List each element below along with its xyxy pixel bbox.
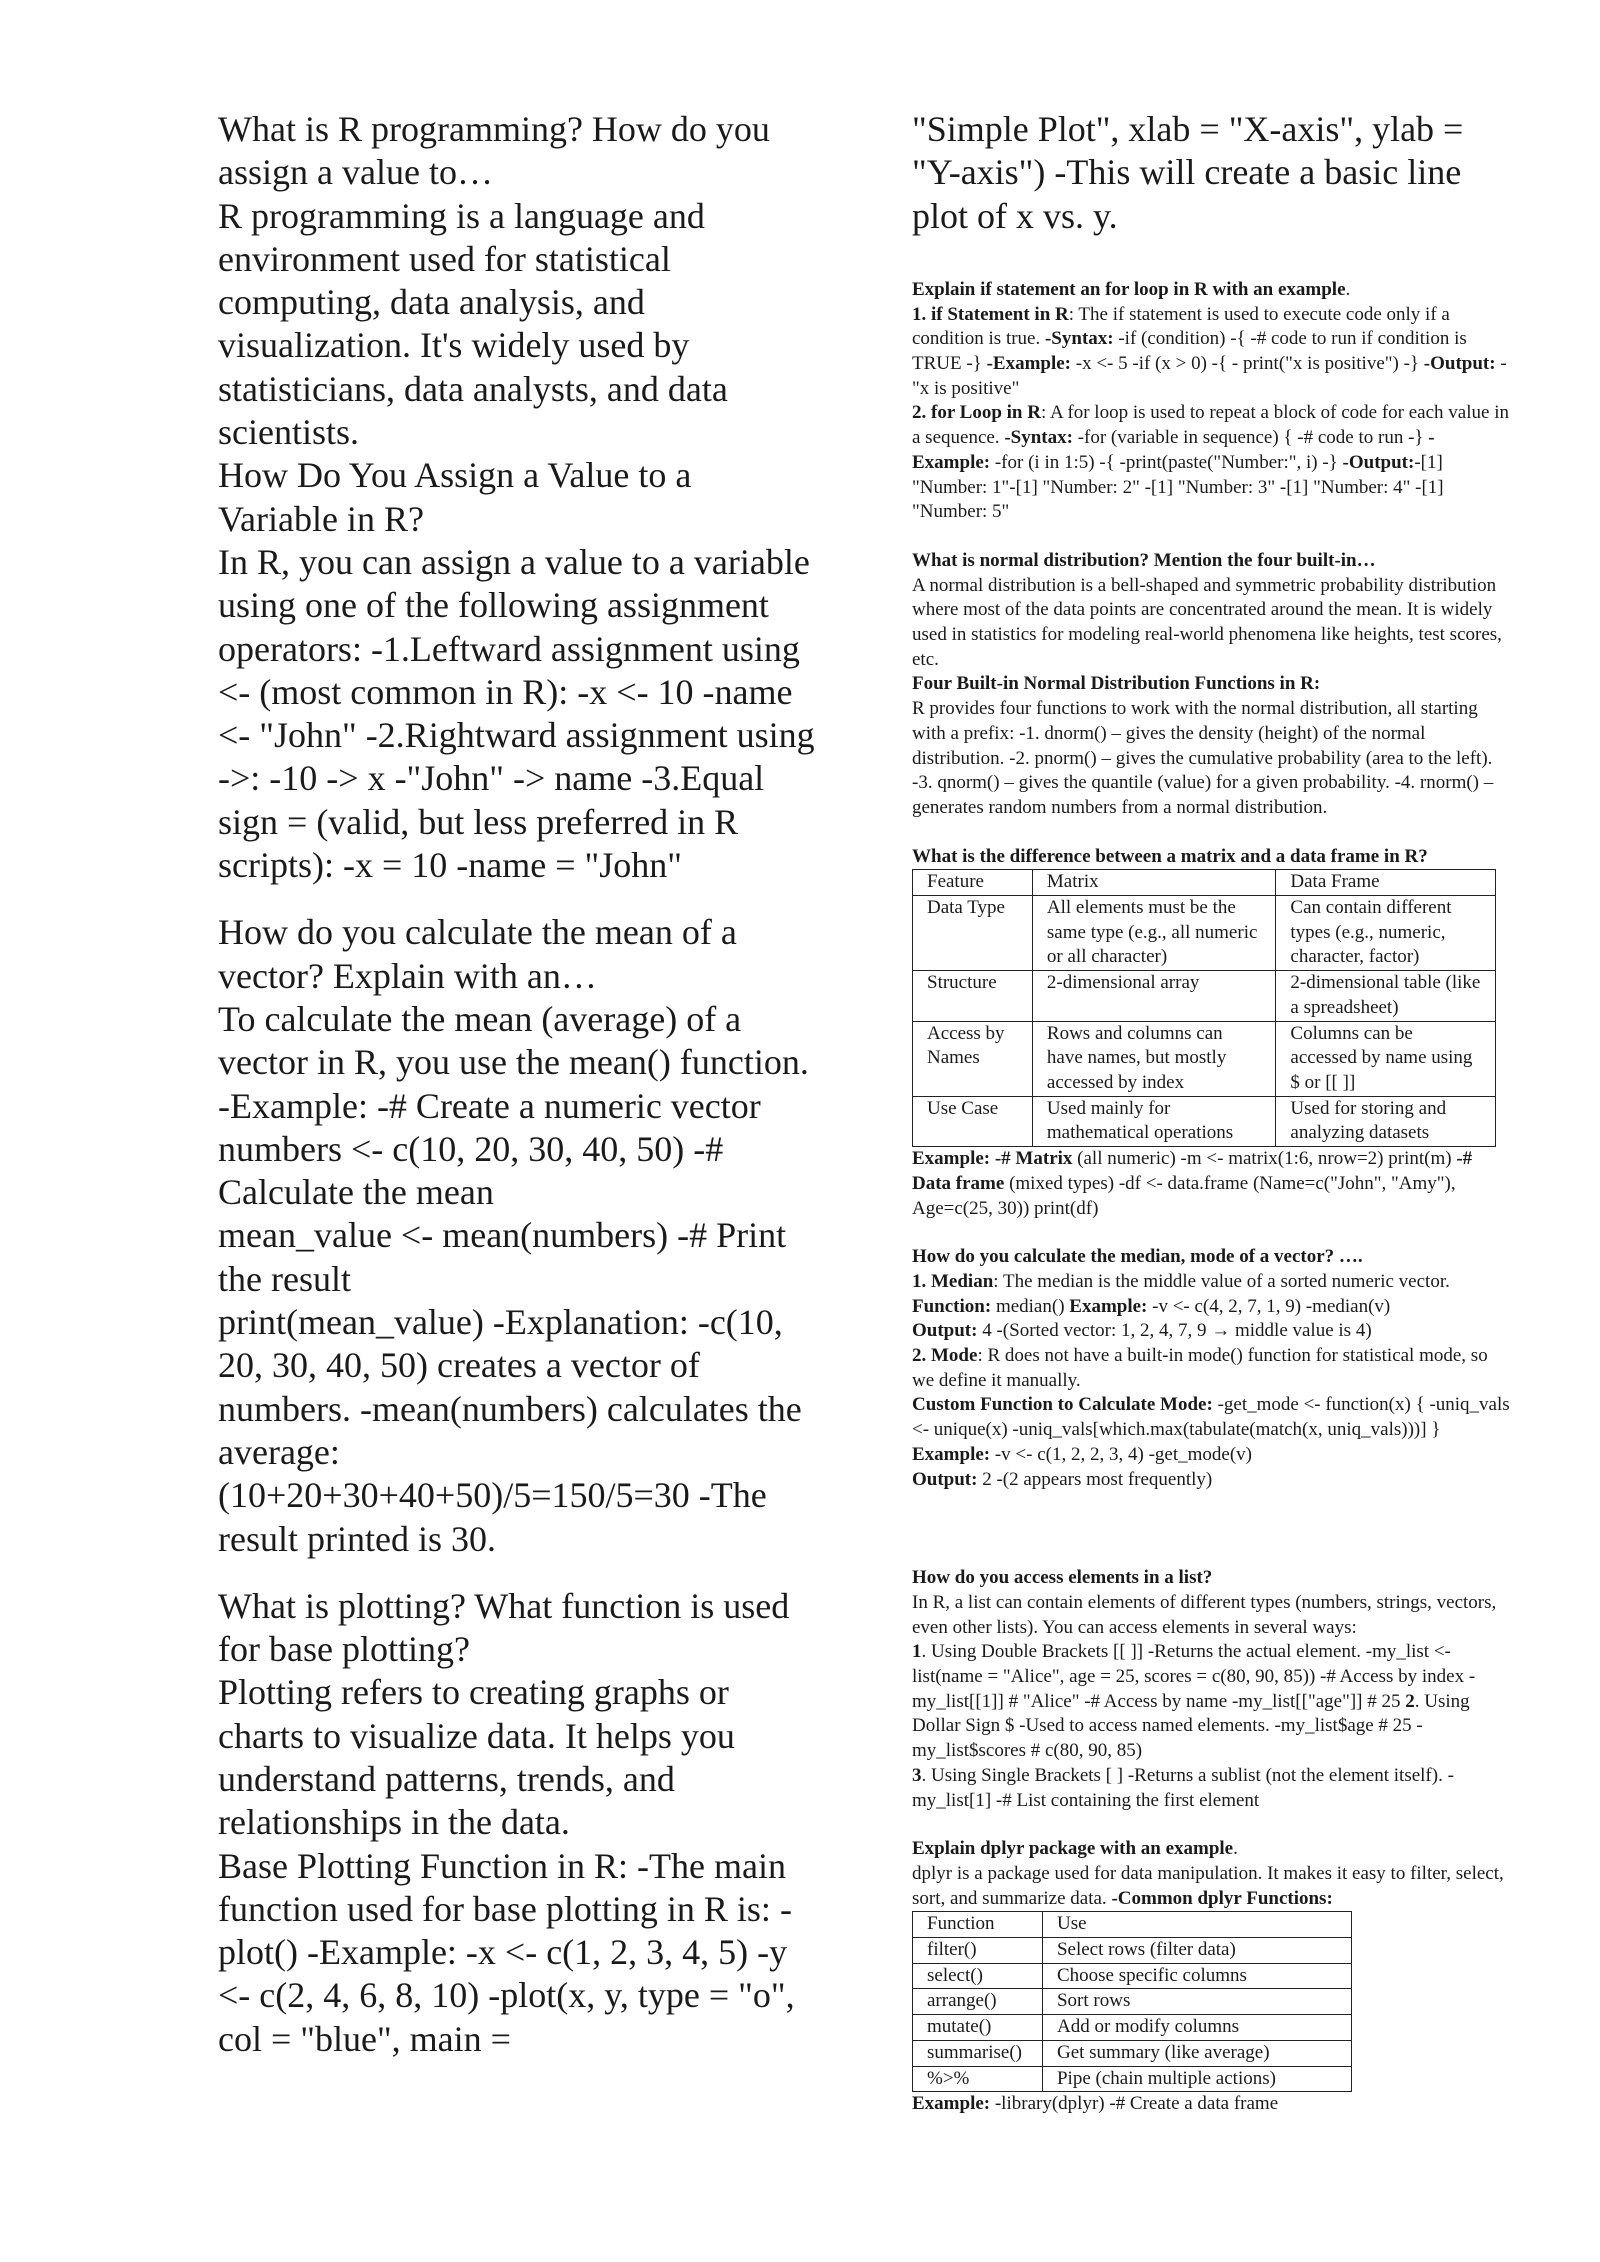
table-cell: Access by Names	[913, 1021, 1033, 1096]
custom-mode-function-text: Custom Function to Calculate Mode: -get_mode <- function(x) { -uniq_vals <- unique(x) -uniq_vals[which.max(tabulate(match(x, uniq_vals)))] } Example: -v <- c(1, 2, 2, 3, 4) -get_mode(v) Output: 2 -(2 appears most frequently)	[912, 1394, 1510, 1490]
table-cell: Used for storing and analyzing datasets	[1276, 1096, 1496, 1146]
table-cell: Pipe (chain multiple actions)	[1042, 2066, 1351, 2092]
dplyr-table-row	[913, 1989, 1352, 2015]
matrix-table-header-row	[913, 870, 1496, 896]
dplyr-table-header-row	[913, 1912, 1352, 1938]
table-cell: %>%	[913, 2066, 1043, 2092]
table-cell: 2-dimensional array	[1032, 971, 1276, 1021]
left-column	[218, 108, 818, 2061]
list-double-bracket-text: 1. Using Double Brackets [[ ]] -Returns the actual element. -my_list <- list(name = "Alice", age = 25, scores = c(80, 90, 85)) -# Access by index -my_list[[1]] # "Alice" -# Access by name -my_list[["age"]] # 25 2. Using Dollar Sign $ -Used to access named elements. -my_list$age # 25 -my_list$scores # c(80, 90, 85)	[912, 1641, 1476, 1762]
table-cell: 2-dimensional table (like a spreadsheet)	[1276, 971, 1496, 1021]
section-title-if-for: Explain if statement an for loop in R with an example	[912, 278, 1346, 300]
section-title-dplyr: Explain dplyr package with an example	[912, 1838, 1234, 1860]
plot-continuation-text: "Simple Plot", xlab = "X-axis", ylab = "Y-axis") -This will create a basic line plot of x vs. y.	[912, 109, 1464, 236]
section-title-r-programming: What is R programming? How do you assign a value to…	[218, 109, 770, 193]
table-cell: Data Type	[913, 896, 1033, 971]
dplyr-section: Explain dplyr package with an example. dplyr is a package used for data manipulation. It makes it easy to filter, select, sort, and summarize data. -Common dplyr Functions: Function Use filter() Select rows (filter data) select() Choose specific columns arrange() Sort rows mutate() Add or modify columns summarise() Get summary (like average) %>% Pipe (chain multiple actions) Example: -library(dplyr) -# Create a data frame	[912, 1837, 1512, 2117]
dplyr-example-text: Example: -library(dplyr) -# Create a data frame	[912, 2093, 1279, 2115]
base-plotting-text: Base Plotting Function in R: -The main function used for base plotting in R is: -plot() -Example: -x <- c(1, 2, 3, 4, 5) -y <- c(2, 4, 6, 8, 10) -plot(x, y, type = "o", col = "blue", main =	[218, 1845, 795, 2059]
table-cell: mutate()	[913, 2015, 1043, 2041]
table-cell: Select rows (filter data)	[1042, 1938, 1351, 1964]
table-cell: Add or modify columns	[1042, 2015, 1351, 2041]
dplyr-table-row	[913, 2066, 1352, 2092]
assignment-operators-text: In R, you can assign a value to a variable using one of the following assignment operators: -1.Leftward assignment using <- (most common in R): -x <- 10 -name <- "John" -2.Rightward assignment using ->: -10 -> x -"John" -> name -3.Equal sign = (valid, but less preferred in R scripts): -x = 10 -name = "John"	[218, 541, 815, 886]
mode-text: 2. Mode: R does not have a built-in mode() function for statistical mode, so we define it manually.	[912, 1345, 1488, 1391]
matrix-dataframe-section	[912, 845, 1512, 1222]
right-column	[912, 108, 1512, 2117]
table-cell: Can contain different types (e.g., numeric, character, factor)	[1276, 896, 1496, 971]
section-title-mean: How do you calculate the mean of a vector? Explain with an…	[218, 912, 737, 996]
mean-code-vector: numbers <- c(10, 20, 30, 40, 50) -# Calculate the mean	[218, 1128, 724, 1213]
section-title-matrix-dataframe: What is the difference between a matrix and a data frame in R?	[912, 845, 1428, 867]
table-header-cell: Data Frame	[1276, 870, 1496, 896]
table-cell: Columns can be accessed by name using $ or [[ ]]	[1276, 1021, 1496, 1096]
table-cell: Rows and columns can have names, but mostly accessed by index	[1032, 1021, 1276, 1096]
table-cell: filter()	[913, 1938, 1043, 1964]
median-text: 1. Median: The median is the middle value of a sorted numeric vector. Function: median() Example: -v <- c(4, 2, 7, 1, 9) -median(v) Output: 4 -(Sorted vector: 1, 2, 4, 7, 9 → middle value is 4)	[912, 1270, 1450, 1342]
normal-distribution-section	[912, 549, 1512, 821]
dplyr-table-row	[913, 2015, 1352, 2041]
table-cell: arrange()	[913, 1989, 1043, 2015]
section-title-median-mode: How do you calculate the median, mode of a vector? ….	[912, 1246, 1363, 1268]
dplyr-functions-table	[912, 1911, 1352, 2092]
section-title-plotting: What is plotting? What function is used for base plotting?	[218, 1585, 790, 1670]
matrix-table-row	[913, 1021, 1496, 1096]
list-access-section	[912, 1566, 1512, 1813]
matrix-table-row	[913, 1096, 1496, 1146]
table-cell: select()	[913, 1963, 1043, 1989]
table-cell: Used mainly for mathematical operations	[1032, 1096, 1276, 1146]
for-loop-text: 2. for Loop in R: A for loop is used to repeat a block of code for each value in a sequence. -Syntax: -for (variable in sequence) { -# code to run -} -Example: -for (i in 1:5) -{ -print(paste("Number:", i) -} -Output:-[1] "Number: 1"-[1] "Number: 2" -[1] "Number: 3" -[1] "Number: 4" -[1] "Number: 5"	[912, 402, 1509, 523]
if-for-section: Explain if statement an for loop in R with an example. 1. if Statement in R: The if statement is used to execute code only if a condition is true. -Syntax: -if (condition) -{ -# code to run if condition is TRUE -} -Example: -x <- 5 -if (x > 0) -{ - print("x is positive") -} -Output: -"x is positive" 2. for Loop in R: A for loop is used to repeat a block of code for each value in a sequence. -Syntax: -for (variable in sequence) { -# code to run -} -Example: -for (i in 1:5) -{ -print(paste("Number:", i) -} -Output:-[1] "Number: 1"-[1] "Number: 2" -[1] "Number: 3" -[1] "Number: 4" -[1] "Number: 5"	[912, 278, 1512, 525]
table-header-cell: Feature	[913, 870, 1033, 896]
matrix-table-row	[913, 896, 1496, 971]
table-header-cell: Function	[913, 1912, 1043, 1938]
list-single-bracket-text: 3. Using Single Brackets [ ] -Returns a sublist (not the element itself). -my_list[1] -# List containing the first element	[912, 1764, 1454, 1811]
table-cell: Structure	[913, 971, 1033, 1021]
mean-explanation: print(mean_value) -Explanation: -c(10, 20, 30, 40, 50) creates a vector of numbers. -mean(numbers) calculates the average: (10+20+30+40+50)/5=150/5=30 -The result printed is 30.	[218, 1302, 802, 1559]
table-cell: All elements must be the same type (e.g., all numeric or all character)	[1032, 896, 1276, 971]
matrix-dataframe-table	[912, 869, 1496, 1147]
table-header-cell: Matrix	[1032, 870, 1276, 896]
if-statement-text: 1. if Statement in R: The if statement is used to execute code only if a condition is true. -Syntax: -if (condition) -{ -# code to run if condition is TRUE -} -Example: -x <- 5 -if (x > 0) -{ - print("x is positive") -} -Output: -"x is positive"	[912, 303, 1507, 399]
normal-distribution-definition: A normal distribution is a bell-shaped and symmetric probability distribution where most of the data points are concentrated around the mean. It is widely used in statistics for modeling real-world phenomena like heights, test scores, etc.	[912, 574, 1502, 670]
median-mode-section	[912, 1245, 1512, 1492]
normal-functions-text: R provides four functions to work with the normal distribution, all starting with a prefix: -1. dnorm() – gives the density (height) of the normal distribution. -2. pnorm() – gives the cumulative probability (area to the left). -3. qnorm() – gives the quantile (value) for a given probability. -4. rnorm() – generates random numbers from a normal distribution.	[912, 698, 1494, 818]
plot-continuation	[912, 108, 1512, 238]
normal-functions-heading: Four Built-in Normal Distribution Functions in R:	[912, 673, 1321, 695]
table-cell: Choose specific columns	[1042, 1963, 1351, 1989]
section-title-normal-distribution: What is normal distribution? Mention the four built-in…	[912, 549, 1376, 571]
matrix-table-row	[913, 971, 1496, 1021]
assign-value-heading: How Do You Assign a Value to a Variable in R?	[218, 455, 692, 539]
table-cell: Use Case	[913, 1096, 1033, 1146]
dplyr-intro-text: dplyr is a package used for data manipulation. It makes it easy to filter, select, sort, and summarize data. -Common dplyr Functions:	[912, 1862, 1504, 1909]
r-programming-definition: R programming is a language and environment used for statistical computing, data analysis, and visualization. It's widely used by statisticians, data analysts, and data scientists.	[218, 195, 728, 453]
table-header-cell: Use	[1042, 1912, 1351, 1938]
dplyr-table-row	[913, 1938, 1352, 1964]
section-title-list-access: How do you access elements in a list?	[912, 1567, 1213, 1589]
list-intro-text: In R, a list can contain elements of different types (numbers, strings, vectors, even other lists). You can access elements in several ways:	[912, 1591, 1497, 1638]
table-cell: Sort rows	[1042, 1989, 1351, 2015]
matrix-example-text: Example: -# Matrix (all numeric) -m <- matrix(1:6, nrow=2) print(m) -# Data frame (mixed types) -df <- data.frame (Name=c("John", "Amy"), Age=c(25, 30)) print(df)	[912, 1148, 1473, 1219]
dplyr-table-row	[913, 2040, 1352, 2066]
plotting-definition: Plotting refers to creating graphs or charts to visualize data. It helps you understand patterns, trends, and relationships in the data.	[218, 1672, 735, 1843]
mean-intro-text: To calculate the mean (average) of a vector in R, you use the mean() function. -Example: -# Create a numeric vector	[218, 998, 809, 1126]
table-cell: Get summary (like average)	[1042, 2040, 1351, 2066]
dplyr-table-row	[913, 1963, 1352, 1989]
mean-code-calc: mean_value <- mean(numbers) -# Print the result	[218, 1215, 787, 1299]
table-cell: summarise()	[913, 2040, 1043, 2066]
